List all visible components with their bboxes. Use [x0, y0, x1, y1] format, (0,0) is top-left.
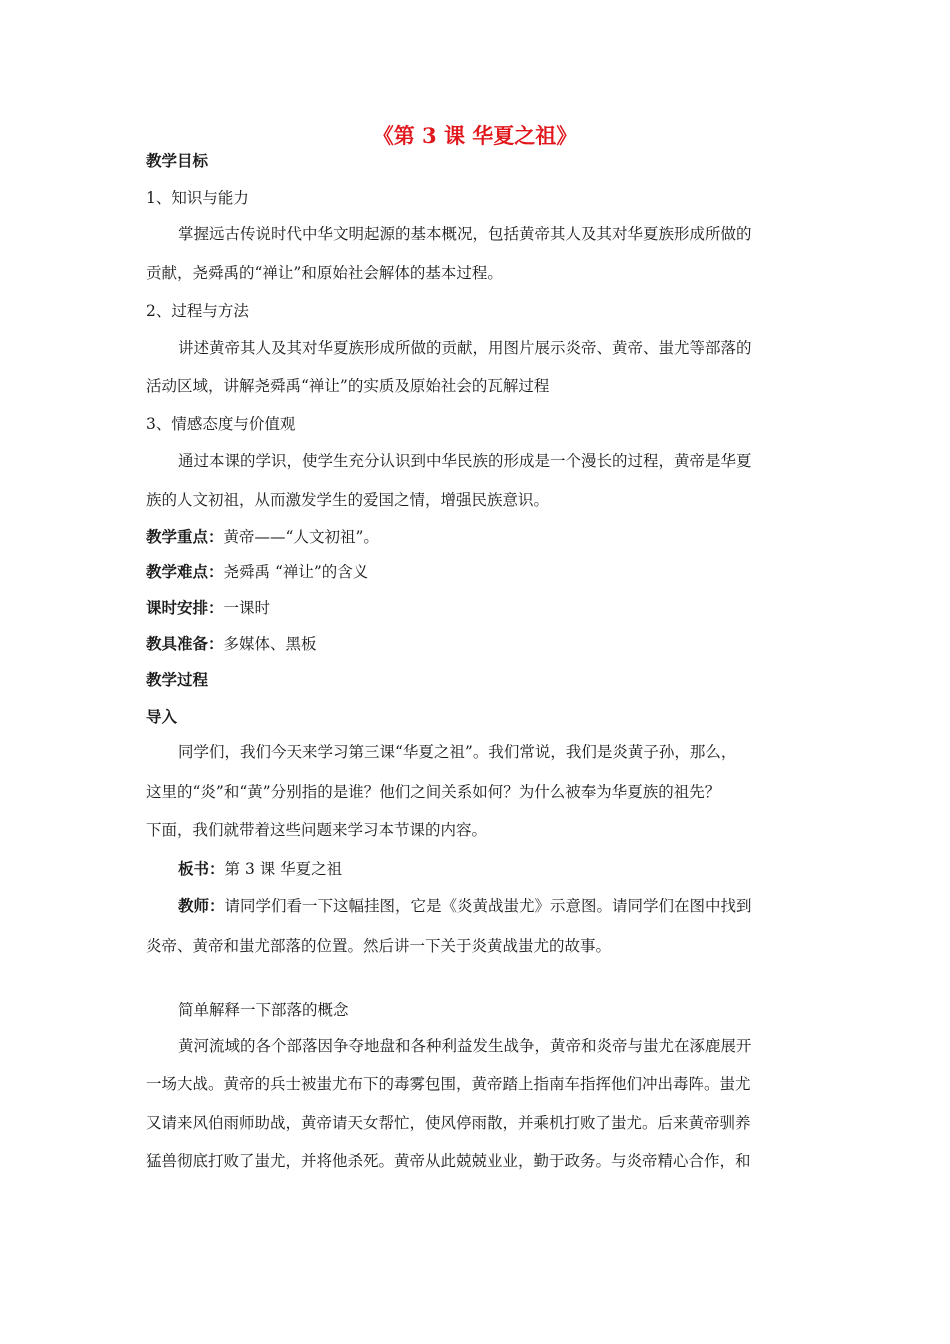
difficulty-label: 教学难点： [146, 562, 224, 581]
tools-label: 教具准备： [146, 634, 224, 653]
teacher-value: 请同学们看一下这幅挂图，它是《炎黄战蚩尤》示意图。请同学们在图中找到 [224, 897, 752, 915]
objective-2-text-line-1: 讲述黄帝其人及其对华夏族形成所做的贡献，用图片展示炎帝、黄帝、蚩尤等部落的 [178, 339, 752, 357]
objective-3-heading: 3、情感态度与价值观 [146, 415, 296, 433]
intro-text-line-3: 下面，我们就带着这些问题来学习本节课的内容。 [146, 821, 488, 839]
tools-row [146, 633, 317, 655]
objective-1-text-line-1: 掌握远古传说时代中华文明起源的基本概况，包括黄帝其人及其对华夏族形成所做的 [178, 225, 752, 243]
process-heading: 教学过程 [146, 670, 209, 689]
story-text-line-2: 一场大战。黄帝的兵士被蚩尤布下的毒雾包围，黄帝踏上指南车指挥他们冲出毒阵。蚩尤 [146, 1075, 751, 1093]
schedule-value: 一课时 [223, 599, 271, 617]
key-point-row [146, 526, 379, 548]
schedule-label: 课时安排： [146, 598, 224, 617]
board-row [178, 858, 342, 880]
board-label: 板书： [178, 859, 225, 878]
difficulty-row [146, 561, 368, 583]
objective-2-text-line-2: 活动区域，讲解尧舜禹“禅让”的实质及原始社会的瓦解过程 [146, 377, 550, 395]
key-point-value: 黄帝——“人文初祖”。 [223, 528, 379, 546]
story-text-line-4: 猛兽彻底打败了蚩尤，并将他杀死。黄帝从此兢兢业业，勤于政务。与炎帝精心合作，和 [146, 1152, 751, 1170]
objective-3-text-line-2: 族的人文初祖，从而激发学生的爱国之情，增强民族意识。 [146, 491, 550, 509]
difficulty-value: 尧舜禹 “禅让”的含义 [223, 563, 369, 581]
teacher-text-line-2: 炎帝、黄帝和蚩尤部落的位置。然后讲一下关于炎黄战蚩尤的故事。 [146, 937, 612, 955]
intro-text-line-1: 同学们，我们今天来学习第三课“华夏之祖”。我们常说，我们是炎黄子孙，那么， [178, 743, 737, 761]
tools-value: 多媒体、黑板 [223, 635, 317, 653]
teacher-label: 教师： [178, 896, 225, 915]
tribe-note: 简单解释一下部落的概念 [178, 1001, 349, 1019]
objective-3-text-line-1: 通过本课的学识，使学生充分认识到中华民族的形成是一个漫长的过程，黄帝是华夏 [178, 452, 752, 470]
objective-2-heading: 2、过程与方法 [146, 302, 249, 320]
objective-1-text-line-2: 贡献，尧舜禹的“禅让”和原始社会解体的基本过程。 [146, 264, 503, 282]
intro-heading: 导入 [146, 707, 178, 726]
document-title: 《第 3 课 华夏之祖》 [372, 123, 578, 148]
key-point-label: 教学重点： [146, 527, 224, 546]
board-value: 第 3 课 华夏之祖 [224, 860, 343, 878]
teacher-row [178, 895, 752, 917]
intro-text-line-2: 这里的“炎”和“黄”分别指的是谁？他们之间关系如何？为什么被奉为华夏族的祖先？ [146, 783, 721, 801]
objective-1-heading: 1、知识与能力 [146, 189, 249, 207]
story-text-line-3: 又请来风伯雨师助战，黄帝请天女帮忙，使风停雨散，并乘机打败了蚩尤。后来黄帝驯养 [146, 1114, 751, 1132]
schedule-row [146, 597, 270, 619]
story-text-line-1: 黄河流域的各个部落因争夺地盘和各种利益发生战争，黄帝和炎帝与蚩尤在涿鹿展开 [178, 1037, 752, 1055]
objectives-heading: 教学目标 [146, 151, 209, 170]
